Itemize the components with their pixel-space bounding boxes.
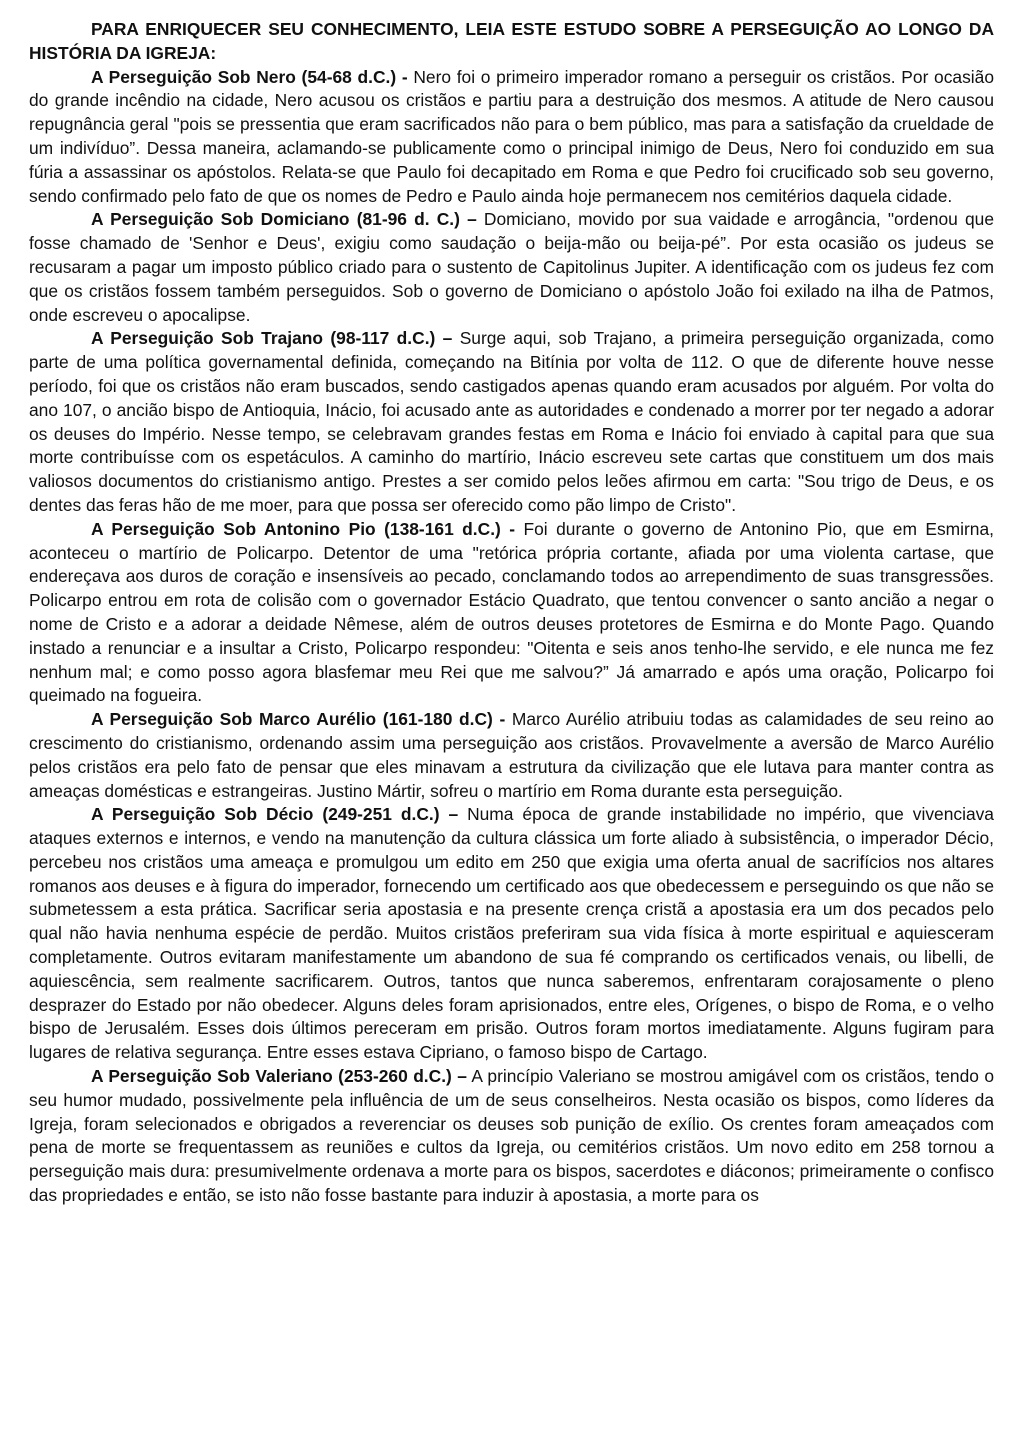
section-nero <box>29 66 994 209</box>
section-marco-aurelio <box>29 708 994 803</box>
section-title-trajano: A Perseguição Sob Trajano (98-117 d.C.) – <box>91 328 453 349</box>
section-body-decio: Numa época de grande instabilidade no império, que vivenciava ataques externos e internos, e vendo na manutenção da cultura clássica um forte aliado à subsistência, o imperador Décio, percebeu nos cristãos uma ameaça e promulgou um edito em 250 que exigia uma oferta anual de sacrifícios nos altares romanos aos deuses e à figura do imperador, fornecendo um certificado aos que obedecessem e perseguindo os que não se submetessem a esta prática. Sacrificar seria apostasia e na presente crença cristã a apostasia era um dos pecados pelo qual não havia nenhuma espécie de perdão. Muitos cristãos preferiram sua vida física à morte espiritual e aquiesceram completamente. Outros evitaram manifestamente um abandono de sua fé comprando os certificados venais, ou libelli, de aquiescência, sem realmente sacrificarem. Outros, tantos que nunca saberemos, enfrentaram corajosamente o pleno desprazer do Estado por não obedecer. Alguns deles foram aprisionados, entre eles, Orígenes, o bispo de Roma, e o velho bispo de Jerusalém. Esses dois últimos pereceram em prisão. Outros foram mortos imediatamente. Alguns fugiram para lugares de relativa segurança. Entre esses estava Cipriano, o famoso bispo de Cartago. <box>29 804 994 1063</box>
section-title-antonino-pio: A Perseguição Sob Antonino Pio (138-161 d.C.) - <box>91 518 516 539</box>
section-valeriano <box>29 1065 994 1208</box>
section-body-domiciano: Domiciano, movido por sua vaidade e arrogância, "ordenou que fosse chamado de 'Senhor e Deus', exigiu como saudação o beija-mão ou beija-pé”. Por esta ocasião os judeus se recusaram a pagar um imposto público criado para o sustento de Capitolinus Jupiter. A identificação com os judeus fez com que os cristãos fossem também perseguidos. Sob o governo de Domiciano o apóstolo João foi exilado na ilha de Patmos, onde escreveu o apocalipse. <box>29 209 994 325</box>
section-body-valeriano: A princípio Valeriano se mostrou amigável com os cristãos, tendo o seu humor mudado, possivelmente pela influência de um de seus conselheiros. Nesta ocasião os bispos, como líderes da Igreja, foram selecionados e obrigados a reverenciar os deuses sob punição de exílio. Os crentes foram ameaçados com pena de morte se frequentassem as reuniões e cultos da Igreja, ou cemitérios cristãos. Um novo edito em 258 tornou a perseguição mais dura: presumivelmente ordenava a morte para os bispos, sacerdotes e diáconos; primeiramente o confisco das propriedades e então, se isto não fosse bastante para induzir à apostasia, a morte para os <box>29 1066 994 1206</box>
section-trajano <box>29 327 994 517</box>
section-body-trajano: Surge aqui, sob Trajano, a primeira perseguição organizada, como parte de uma política governamental definida, começando na Bitínia por volta de 112. O que de diferente houve nesse período, foi que os cristãos não eram buscados, sendo castigados apenas quando eram acusados por alguém. Por volta do ano 107, o ancião bispo de Antioquia, Inácio, foi acusado ante as autoridades e condenado a morrer por ter negado a adorar os deuses do Império. Nesse tempo, se celebravam grandes festas em Roma e Inácio foi enviado à capital para que sua morte contribuísse com os espetáculos. A caminho do martírio, Inácio escreveu sete cartas que constituem um dos mais valiosos documentos do cristianismo antigo. Prestes a ser comido pelos leões afirmou em carta: "Sou trigo de Deus, e os dentes das feras hão de me moer, para que possa ser oferecido como pão limpo de Cristo". <box>29 328 994 515</box>
section-title-decio: A Perseguição Sob Décio (249-251 d.C.) – <box>91 804 459 825</box>
document-heading: PARA ENRIQUECER SEU CONHECIMENTO, LEIA ESTE ESTUDO SOBRE A PERSEGUIÇÃO AO LONGO DA HISTÓRIA DA IGREJA: <box>29 19 994 63</box>
section-body-marco-aurelio: Marco Aurélio atribuiu todas as calamidades de seu reino ao crescimento do cristianismo, ordenando assim uma perseguição aos cristãos. Provavelmente a aversão de Marco Aurélio pelos cristãos era pelo fato de pensar que eles minavam a estrutura da civilização que ele lutava para manter contra as ameaças domésticas e estrangeiras. Justino Mártir, sofreu o martírio em Roma durante esta perseguição. <box>29 709 994 801</box>
document-page <box>29 18 994 1208</box>
section-antonino-pio <box>29 518 994 708</box>
section-title-nero: A Perseguição Sob Nero (54-68 d.C.) - <box>91 66 408 87</box>
section-title-domiciano: A Perseguição Sob Domiciano (81-96 d. C.) – <box>91 209 477 230</box>
section-body-nero: Nero foi o primeiro imperador romano a perseguir os cristãos. Por ocasião do grande incêndio na cidade, Nero acusou os cristãos e partiu para a destruição dos mesmos. A atitude de Nero causou repugnância geral "pois se pressentia que eram sacrificados não para o bem público, mas para a satisfação da crueldade de um indivíduo”. Dessa maneira, aclamando-se publicamente como o principal inimigo de Deus, Nero foi conduzido em sua fúria a assassinar os apóstolos. Relata-se que Paulo foi decapitado em Roma e que Pedro foi crucificado sob seu governo, sendo confirmado pelo fato de que os nomes de Pedro e Paulo ainda hoje permanecem nos cemitérios daquela cidade. <box>29 66 995 206</box>
section-body-antonino-pio: Foi durante o governo de Antonino Pio, que em Esmirna, aconteceu o martírio de Policarpo. Detentor de uma "retórica própria cortante, afiada por uma violenta cartase, que endereçava aos duros de coração e insensíveis ao pecado, conclamando todos ao arrependimento de suas transgressões. Policarpo entrou em rota de colisão com o governador Estácio Quadrato, que tentou convencer o santo ancião a negar o nome de Cristo e a adorar a deidade Nêmese, além de outros deuses protetores de Esmirna e do Monte Pago. Quando instado a renunciar e a insultar a Cristo, Policarpo respondeu: "Oitenta e seis anos tenho-lhe servido, e ele nunca me fez nenhum mal; e como posso agora blasfemar meu Rei que me salvou?” Já amarrado e após uma oração, Policarpo foi queimado na fogueira. <box>29 518 994 706</box>
section-title-valeriano: A Perseguição Sob Valeriano (253-260 d.C.) – <box>91 1066 467 1087</box>
section-domiciano <box>29 208 994 327</box>
section-title-marco-aurelio: A Perseguição Sob Marco Aurélio (161-180 d.C) - <box>91 709 506 730</box>
section-decio <box>29 803 994 1065</box>
